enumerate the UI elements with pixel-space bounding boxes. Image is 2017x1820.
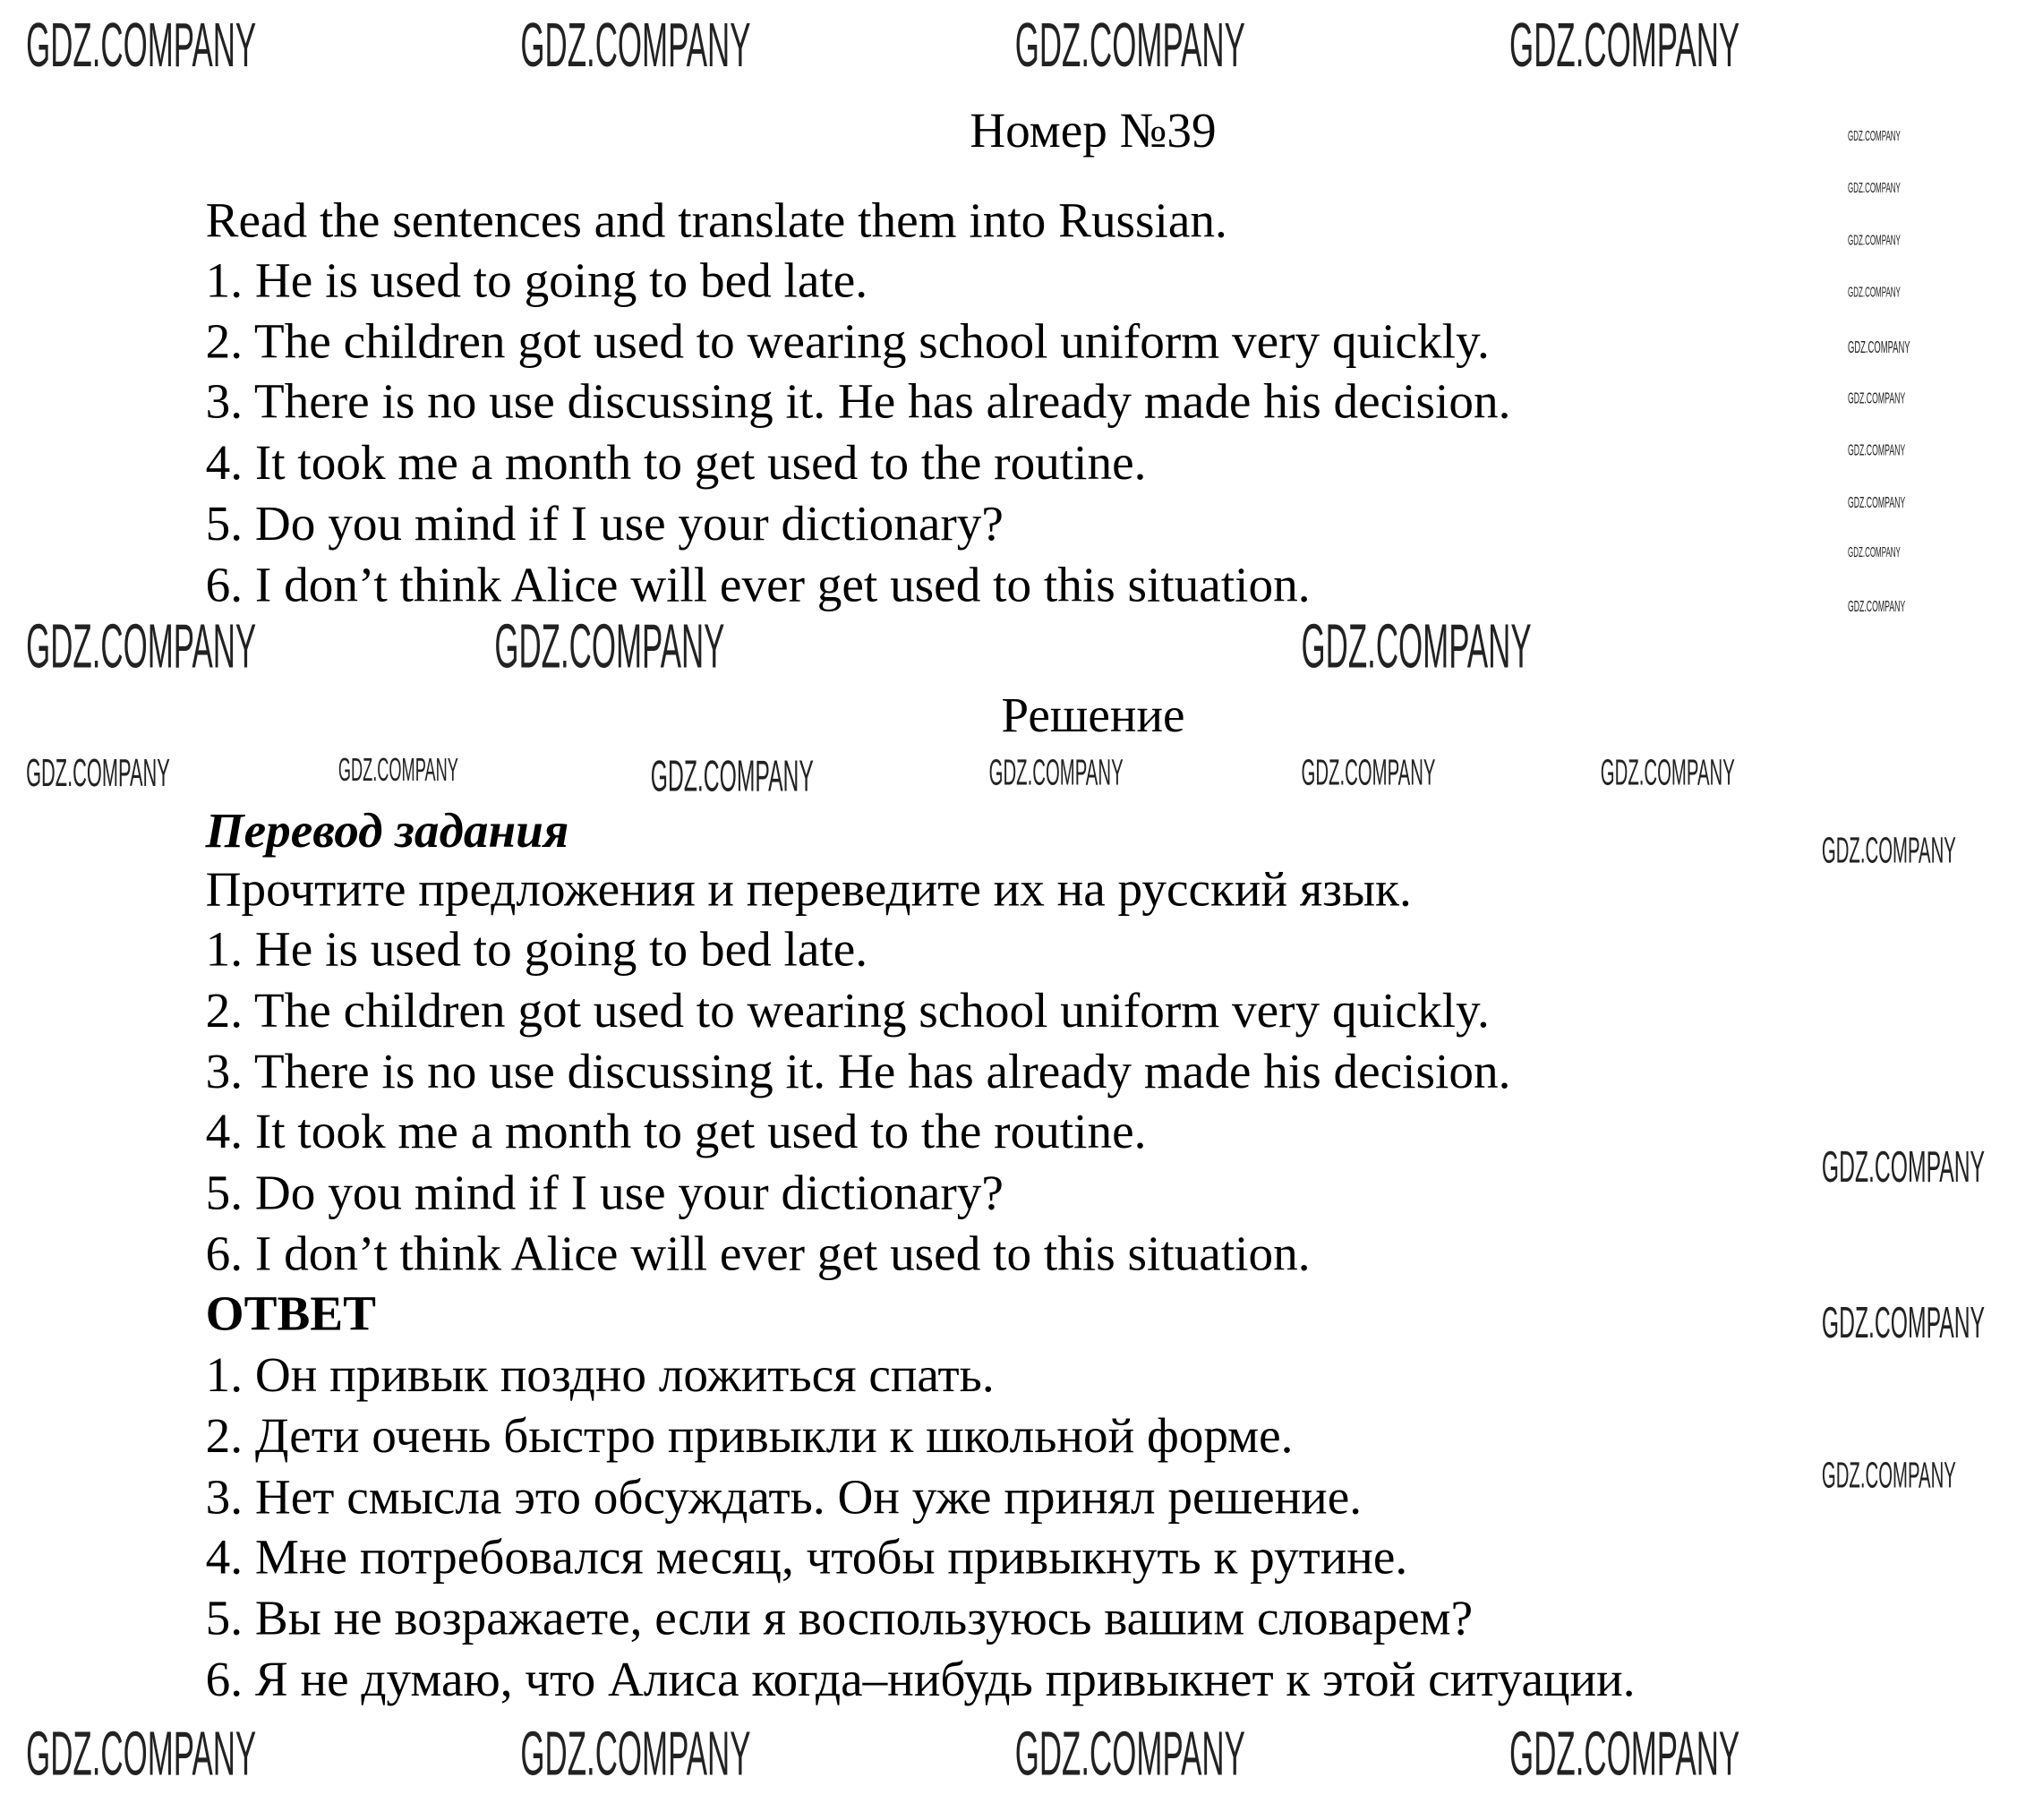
watermark: GDZ.COMPANY xyxy=(520,1720,751,1790)
watermark: GDZ.COMPANY xyxy=(1847,285,1901,301)
watermark: GDZ.COMPANY xyxy=(26,1720,257,1790)
translation-sentence: 6. I don’t think Alice will ever get used to this situation. xyxy=(205,1226,1311,1282)
watermark: GDZ.COMPANY xyxy=(1821,1142,1986,1192)
watermark: GDZ.COMPANY xyxy=(1014,1720,1245,1790)
task-sentence: 1. He is used to going to bed late. xyxy=(205,253,868,309)
watermark: GDZ.COMPANY xyxy=(650,752,814,802)
watermark: GDZ.COMPANY xyxy=(1821,830,1956,871)
watermark: GDZ.COMPANY xyxy=(1847,233,1901,249)
watermark: GDZ.COMPANY xyxy=(1600,752,1735,793)
watermark: GDZ.COMPANY xyxy=(1821,1298,1986,1348)
task-sentence: 2. The children got used to wearing school uniform very quickly. xyxy=(205,314,1490,370)
translation-heading: Перевод задания xyxy=(205,804,569,859)
watermark: GDZ.COMPANY xyxy=(26,752,170,796)
answer-sentence: 3. Нет смысла это обсуждать. Он уже принял решение. xyxy=(205,1470,1363,1525)
answer-heading: ОТВЕТ xyxy=(205,1286,376,1342)
watermark: GDZ.COMPANY xyxy=(1821,1455,1956,1496)
watermark: GDZ.COMPANY xyxy=(1847,181,1901,197)
watermark: GDZ.COMPANY xyxy=(494,612,725,682)
task-sentence: 3. There is no use discussing it. He has already made his decision. xyxy=(205,374,1511,430)
translation-sentence: 4. It took me a month to get used to the routine. xyxy=(205,1105,1147,1160)
translation-sentence: 2. The children got used to wearing school uniform very quickly. xyxy=(205,983,1490,1038)
watermark: GDZ.COMPANY xyxy=(1847,492,1906,512)
watermark: GDZ.COMPANY xyxy=(1014,12,1245,81)
watermark: GDZ.COMPANY xyxy=(988,752,1124,793)
page-title: Номер №39 xyxy=(970,104,1217,159)
watermark: GDZ.COMPANY xyxy=(1847,128,1901,145)
translation-instruction: Прочтите предложения и переведите их на русский язык. xyxy=(205,862,1412,918)
watermark: GDZ.COMPANY xyxy=(1301,752,1436,793)
task-instruction: Read the sentences and translate them into Russian. xyxy=(205,193,1227,249)
task-sentence: 5. Do you mind if I use your dictionary? xyxy=(205,497,1004,552)
task-sentence: 4. It took me a month to get used to the routine. xyxy=(205,435,1147,491)
answer-sentence: 2. Дети очень быстро привыкли к школьной форме. xyxy=(205,1409,1294,1465)
watermark: GDZ.COMPANY xyxy=(1301,612,1532,682)
translation-sentence: 3. There is no use discussing it. He has already made his decision. xyxy=(205,1045,1511,1100)
translation-sentence: 1. He is used to going to bed late. xyxy=(205,922,868,978)
watermark: GDZ.COMPANY xyxy=(26,612,257,682)
translation-sentence: 5. Do you mind if I use your dictionary? xyxy=(205,1166,1004,1221)
watermark: GDZ.COMPANY xyxy=(1509,1720,1740,1790)
answer-sentence: 6. Я не думаю, что Алиса когда–нибудь привыкнет к этой ситуации. xyxy=(205,1652,1636,1707)
answer-sentence: 1. Он привык поздно ложиться спать. xyxy=(205,1347,995,1403)
watermark: GDZ.COMPANY xyxy=(1847,389,1906,407)
watermark: GDZ.COMPANY xyxy=(520,12,751,81)
watermark: GDZ.COMPANY xyxy=(1847,337,1910,357)
watermark: GDZ.COMPANY xyxy=(1847,597,1906,616)
answer-sentence: 4. Мне потребовался месяц, чтобы привыкнуть к рутине. xyxy=(205,1530,1408,1585)
solution-heading: Решение xyxy=(1001,688,1185,743)
task-sentence: 6. I don’t think Alice will ever get used to this situation. xyxy=(205,558,1311,613)
watermark: GDZ.COMPANY xyxy=(1847,545,1901,561)
watermark: GDZ.COMPANY xyxy=(26,12,257,81)
watermark: GDZ.COMPANY xyxy=(1509,12,1740,81)
watermark: GDZ.COMPANY xyxy=(338,752,458,789)
answer-sentence: 5. Вы не возражаете, если я воспользуюсь вашим словарем? xyxy=(205,1591,1474,1646)
watermark: GDZ.COMPANY xyxy=(1847,440,1906,460)
